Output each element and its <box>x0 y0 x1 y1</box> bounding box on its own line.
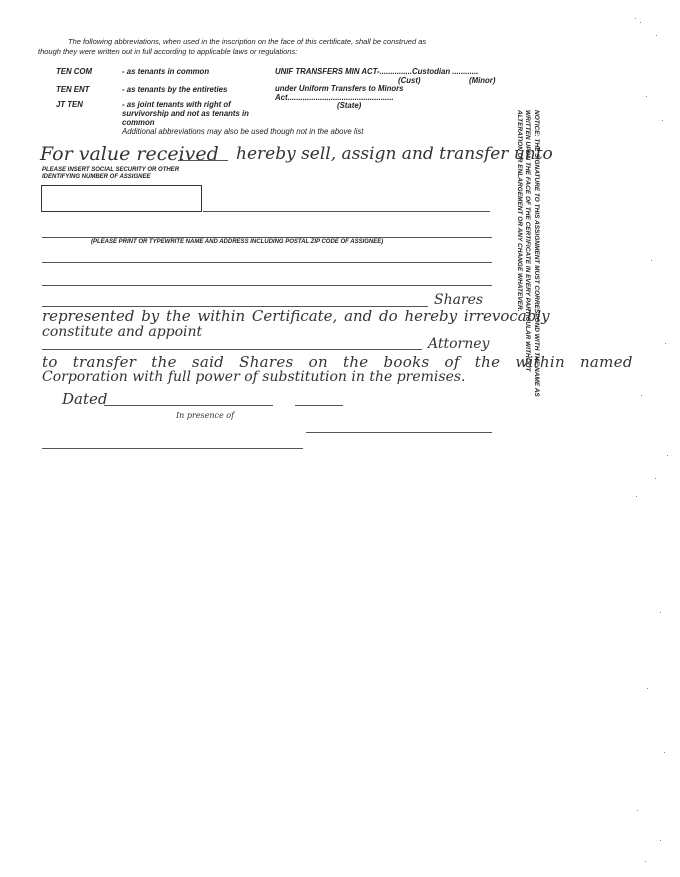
dated-line[interactable] <box>104 405 273 406</box>
unif-act-line: Act................................................. <box>275 93 394 102</box>
corporation-text: Corporation with full power of substitution in the premises. <box>42 369 466 385</box>
insert-ssn-label-2: IDENTIFYING NUMBER OF ASSIGNEE <box>42 174 151 180</box>
in-presence-of-label: In presence of <box>176 411 235 420</box>
abbr-meaning-ten-ent: - as tenants by the entireties <box>122 85 228 94</box>
abbr-meaning-jt-ten: - as joint tenants with right of survivorship and not as tenants in common <box>122 100 249 127</box>
abbr-code-jt-ten: JT TEN <box>56 100 83 109</box>
unif-cust: (Cust) <box>398 76 421 85</box>
ssn-input-box[interactable] <box>41 185 202 212</box>
unif-state: (State) <box>337 101 362 110</box>
dated-label: Dated <box>62 390 108 408</box>
unif-act: UNIF TRANSFERS MIN ACT-...............Custodian ............ <box>275 67 479 76</box>
abbr-code-ten-com: TEN COM <box>56 67 92 76</box>
signature-line[interactable] <box>306 432 492 433</box>
signature-notice-text: NOTICE: THE SIGNATURE TO THIS ASSIGNMENT MUST CORRESPOND WITH THE NAME AS WRITTEN UPON THE FACE OF THE CERTIFICATE IN EVERY PARTICULAR WITHOUT ALTERATION OR ENLARGEMENT OR ANY CHANGE WHATEVER. <box>516 110 540 397</box>
to-transfer-text: to transfer the said Shares on the books of the within named <box>42 353 633 371</box>
signature-notice <box>515 110 541 410</box>
abbr-meaning-ten-com: - as tenants in common <box>122 67 210 76</box>
additional-abbreviations-note: Additional abbreviations may also be used though not in the above list <box>122 127 364 136</box>
shares-label: Shares <box>434 292 484 308</box>
assignee-line-2[interactable] <box>42 237 492 238</box>
hereby-sell-text: hereby sell, assign and transfer unto <box>236 144 553 164</box>
attorney-label: Attorney <box>428 336 490 352</box>
address-line-2[interactable] <box>42 285 492 286</box>
for-value-received: For value received <box>40 143 219 165</box>
intro-line-1: The following abbreviations, when used in the inscription on the face of this certificate, shall be construed as <box>68 37 427 46</box>
witness-line[interactable] <box>42 448 303 449</box>
unif-minor: (Minor) <box>469 76 496 85</box>
attorney-line[interactable] <box>42 349 422 350</box>
address-line-1[interactable] <box>42 262 492 263</box>
unif-under: under Uniform Transfers to Minors <box>275 84 404 93</box>
represented-text: represented by the within Certificate, and do hereby irrevocably <box>42 307 550 325</box>
year-line[interactable] <box>295 405 343 406</box>
intro-line-2: though they were written out in full according to applicable laws or regulations: <box>38 46 298 56</box>
assignee-line-1[interactable] <box>203 211 490 212</box>
intro-text <box>38 37 488 56</box>
constitute-text: constitute and appoint <box>42 324 203 340</box>
print-name-instruction: (PLEASE PRINT OR TYPEWRITE NAME AND ADDRESS INCLUDING POSTAL ZIP CODE OF ASSIGNEE) <box>91 239 384 245</box>
value-blank-line <box>178 160 228 161</box>
insert-ssn-label-1: PLEASE INSERT SOCIAL SECURITY OR OTHER <box>42 167 180 173</box>
abbr-code-ten-ent: TEN ENT <box>56 85 90 94</box>
